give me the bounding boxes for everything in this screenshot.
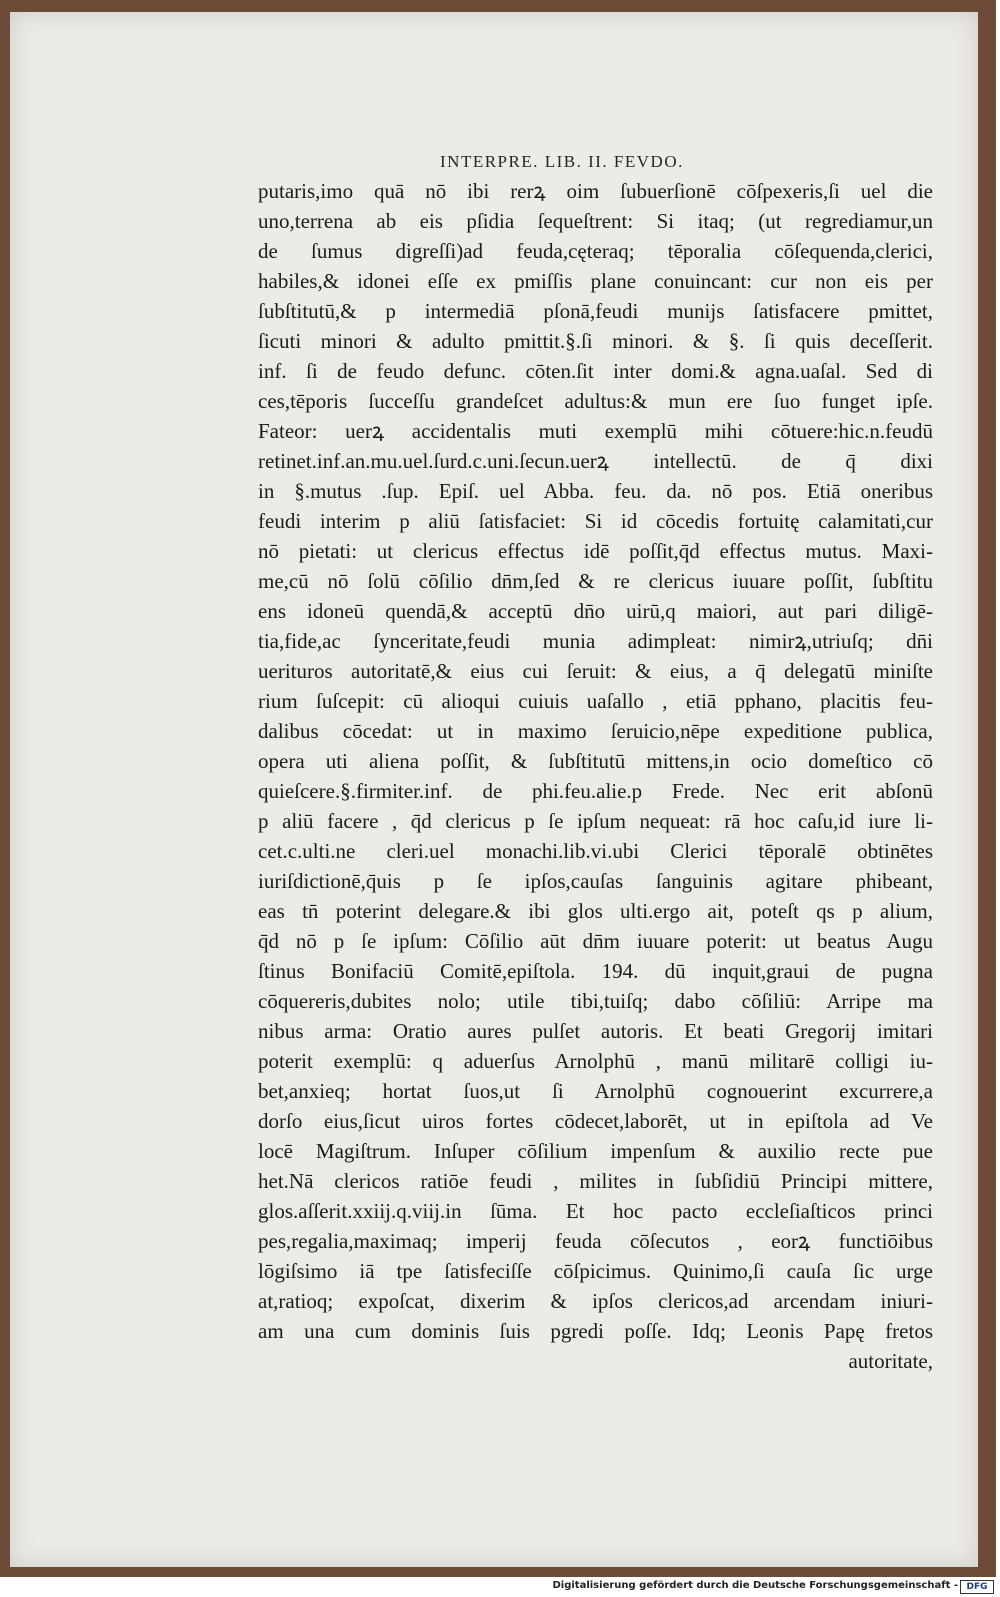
text-line: am una cum dominis ſuis pgredi poſſe. Idq; Leonis Papę fretos: [258, 1319, 933, 1343]
text-line: locē Magiſtrum. Inſuper cōſilium impenſum & auxilio recte pue: [258, 1139, 933, 1163]
text-line: putaris,imo quā nō ibi rerꝝ oim ſubuerſionē cōſpexeris,ſi uel die: [258, 179, 933, 203]
text-line: rium ſuſcepit: cū alioqui cuiuis uaſallo , etiā pphano, placitis feu-: [258, 689, 933, 713]
text-line: opera uti aliena poſſit, & ſubſtitutū mittens,in ocio domeſtico cō: [258, 749, 933, 773]
text-line: dalibus cōcedat: ut in maximo ſeruicio,nēpe expeditione publica,: [258, 719, 933, 743]
text-line: at,ratioq; expoſcat, dixerim & ipſos clericos,ad arcendam iniuri-: [258, 1289, 933, 1313]
text-line: quieſcere.§.firmiter.inf. de phi.feu.alie.p Frede. Nec erit abſonū: [258, 779, 933, 803]
text-line: lōgiſsimo iā tpe ſatisfeciſſe cōſpicimus. Quinimo,ſi cauſa ſic urge: [258, 1259, 933, 1283]
text-line: iuriſdictionē,q̄uis p ſe ipſos,cauſas ſanguinis agitare phibeant,: [258, 869, 933, 893]
text-line: pes,regalia,maximaq; imperij feuda cōſecutos , eorꝝ functiōibus: [258, 1229, 933, 1253]
text-line: Fateor: uerꝝ accidentalis muti exemplū mihi cōtuere:hic.n.feudū: [258, 419, 933, 443]
text-line: poterit exemplū: q aduerſus Arnolphū , manū militarē colligi iu-: [258, 1049, 933, 1073]
text-line: ſicuti minori & adulto pmittit.§.ſi minori. & §. ſi quis deceſſerit.: [258, 329, 933, 353]
funding-credit: Digitalisierung gefördert durch die Deutsche Forschungsgemeinschaft -: [552, 1580, 958, 1591]
text-line: ens idoneū quendā,& acceptū dn̄o uirū,q maiori, aut pari diligē-: [258, 599, 933, 623]
text-line: het.Nā clericos ratiōe feudi , milites in ſubſidiū Principi mittere,: [258, 1169, 933, 1193]
text-line: uno,terrena ab eis pſidia ſequeſtrent: Si itaq; (ut regrediamur,un: [258, 209, 933, 233]
text-line: nibus arma: Oratio aures pulſet autoris. Et beati Gregorij imitari: [258, 1019, 933, 1043]
text-line: ces,tēporis ſucceſſu grandeſcet adultus:& mun ere ſuo funget ipſe.: [258, 389, 933, 413]
text-line: me,cū nō ſolū cōſilio dn̄m,ſed & re clericus iuuare poſſit, ſubſtitu: [258, 569, 933, 593]
text-line: retinet.inf.an.mu.uel.ſurd.c.uni.ſecun.uerꝝ intellectū. de q̄ dixi: [258, 449, 933, 473]
text-line: bet,anxieq; hortat ſuos,ut ſi Arnolphū cognouerint excurrere,a: [258, 1079, 933, 1103]
text-line: feudi interim p aliū ſatisfaciet: Si id cōcedis fortuitę calamitati,cur: [258, 509, 933, 533]
text-line: dorſo eius,ſicut uiros fortes cōdecet,laborēt, ut in epiſtola ad Ve: [258, 1109, 933, 1133]
text-line: cet.c.ulti.ne cleri.uel monachi.lib.vi.ubi Clerici tēporalē obtinētes: [258, 839, 933, 863]
text-line: uerituros autoritatē,& eius cui ſeruit: & eius, a q̄ delegatū miniſte: [258, 659, 933, 683]
text-line: tia,fide,ac ſynceritate,feudi munia adimpleat: nimirꝝ,utriuſq; dn̄i: [258, 629, 933, 653]
text-line: cōquereris,dubites nolo; utile tibi,tuiſq; dabo cōſiliū: Arripe ma: [258, 989, 933, 1013]
running-header: INTERPRE. LIB. II. FEVDO.: [440, 152, 684, 171]
text-line: habiles,& idonei eſſe ex pmiſſis plane conuincant: cur non eis per: [258, 269, 933, 293]
text-line: nō pietati: ut clericus effectus idē poſſit,q̄d effectus mutus. Maxi-: [258, 539, 933, 563]
text-line: p aliū facere , q̄d clericus p ſe ipſum nequeat: rā hoc caſu,id iure li-: [258, 809, 933, 833]
text-line: in §.mutus .ſup. Epiſ. uel Abba. feu. da. nō pos. Etiā oneribus: [258, 479, 933, 503]
text-line: de ſumus digreſſi)ad feuda,cęteraq; tēporalia cōſequenda,clerici,: [258, 239, 933, 263]
text-line: ſtinus Bonifaciū Comitē,epiſtola. 194. dū inquit,graui de pugna: [258, 959, 933, 983]
text-line: inf. ſi de feudo defunc. cōten.ſit inter domi.& agna.uaſal. Sed di: [258, 359, 933, 383]
catchword: autoritate,: [848, 1349, 933, 1373]
text-line: eas tn̄ poterint delegare.& ibi glos ulti.ergo ait, poteſt qs p alium,: [258, 899, 933, 923]
dfg-logo: DFG: [960, 1580, 994, 1594]
text-line: ſubſtitutū,& p intermediā pſonā,feudi munijs ſatisfacere pmittet,: [258, 299, 933, 323]
text-line: glos.aſſerit.xxiij.q.viij.in ſūma. Et hoc pacto eccleſiaſticos princi: [258, 1199, 933, 1223]
body-text: [258, 176, 933, 1376]
text-line: q̄d nō p ſe ipſum: Cōſilio aūt dn̄m iuuare poterit: ut beatus Augu: [258, 929, 933, 953]
